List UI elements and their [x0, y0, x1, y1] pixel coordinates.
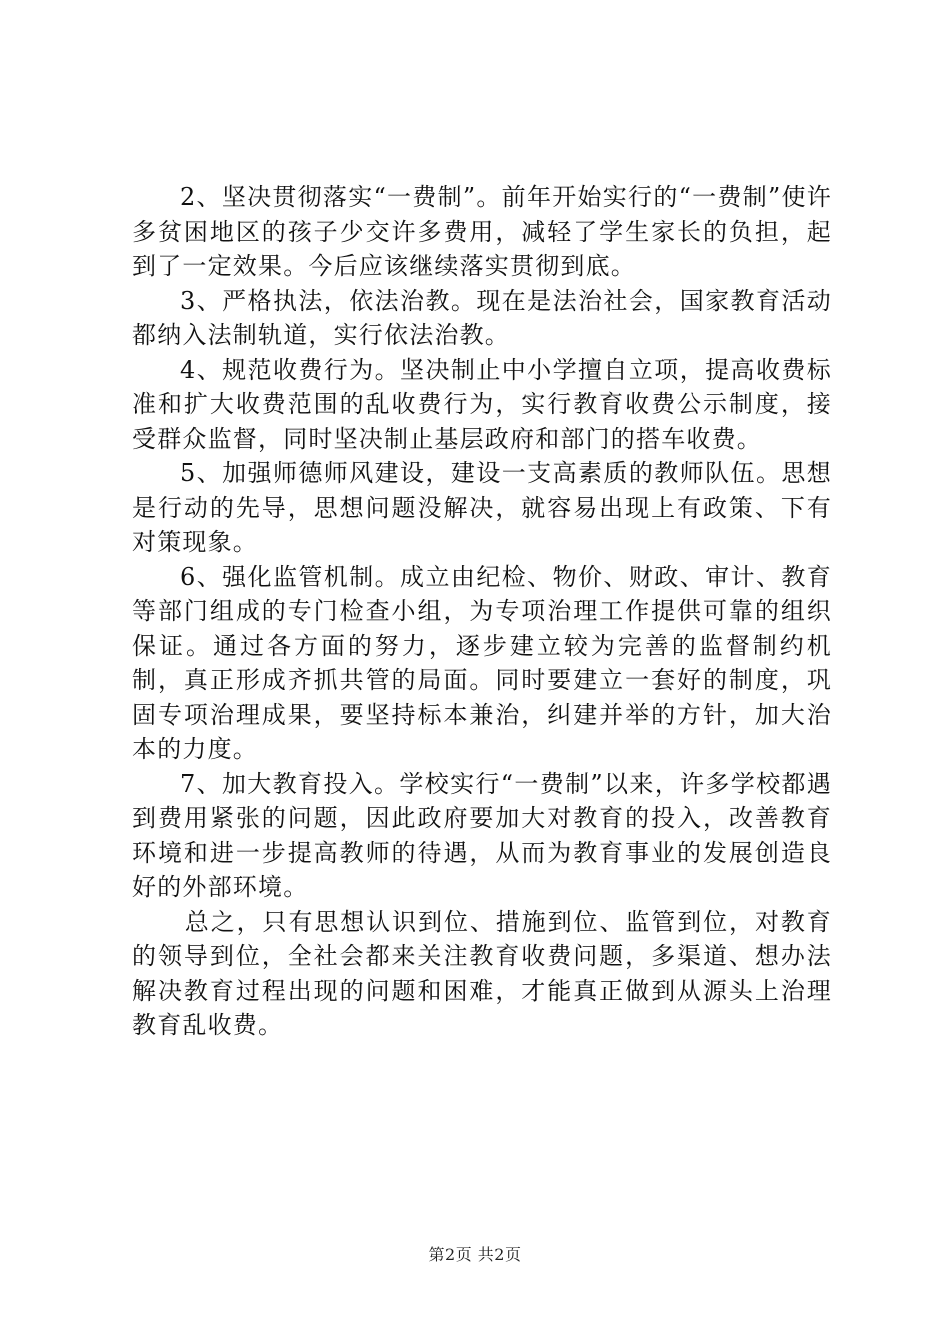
document-body — [132, 180, 832, 1043]
paragraph-item-7: 7、加大教育投入。学校实行“一费制”以来，许多学校都遇到费用紧张的问题，因此政府要加大对教育的投入，改善教育环境和进一步提高教师的待遇，从而为教育事业的发展创造良好的外部环境。 — [132, 769, 832, 901]
page-footer-number: 第2页 共2页 — [428, 1245, 522, 1264]
paragraph-item-3: 3、严格执法，依法治教。现在是法治社会，国家教育活动都纳入法制轨道，实行依法治教。 — [132, 286, 832, 349]
paragraph-item-6: 6、强化监管机制。成立由纪检、物价、财政、审计、教育等部门组成的专门检查小组，为专项治理工作提供可靠的组织保证。通过各方面的努力，逐步建立较为完善的监督制约机制，真正形成齐抓共管的局面。同时要建立一套好的制度，巩固专项治理成果，要坚持标本兼治，纠建并举的方针，加大治本的力度。 — [132, 562, 832, 763]
paragraph-item-5: 5、加强师德师风建设，建设一支高素质的教师队伍。思想是行动的先导，思想问题没解决，就容易出现上有政策、下有对策现象。 — [132, 459, 832, 556]
paragraph-conclusion: 总之，只有思想认识到位、措施到位、监管到位，对教育的领导到位，全社会都来关注教育收费问题，多渠道、想办法解决教育过程出现的问题和困难，才能真正做到从源头上治理教育乱收费。 — [132, 907, 832, 1039]
paragraph-item-4: 4、规范收费行为。坚决制止中小学擅自立项，提高收费标准和扩大收费范围的乱收费行为，实行教育收费公示制度，接受群众监督，同时坚决制止基层政府和部门的搭车收费。 — [132, 355, 832, 453]
paragraph-item-2: 2、坚决贯彻落实“一费制”。前年开始实行的“一费制”使许多贫困地区的孩子少交许多费用，减轻了学生家长的负担，起到了一定效果。今后应该继续落实贯彻到底。 — [132, 183, 832, 280]
